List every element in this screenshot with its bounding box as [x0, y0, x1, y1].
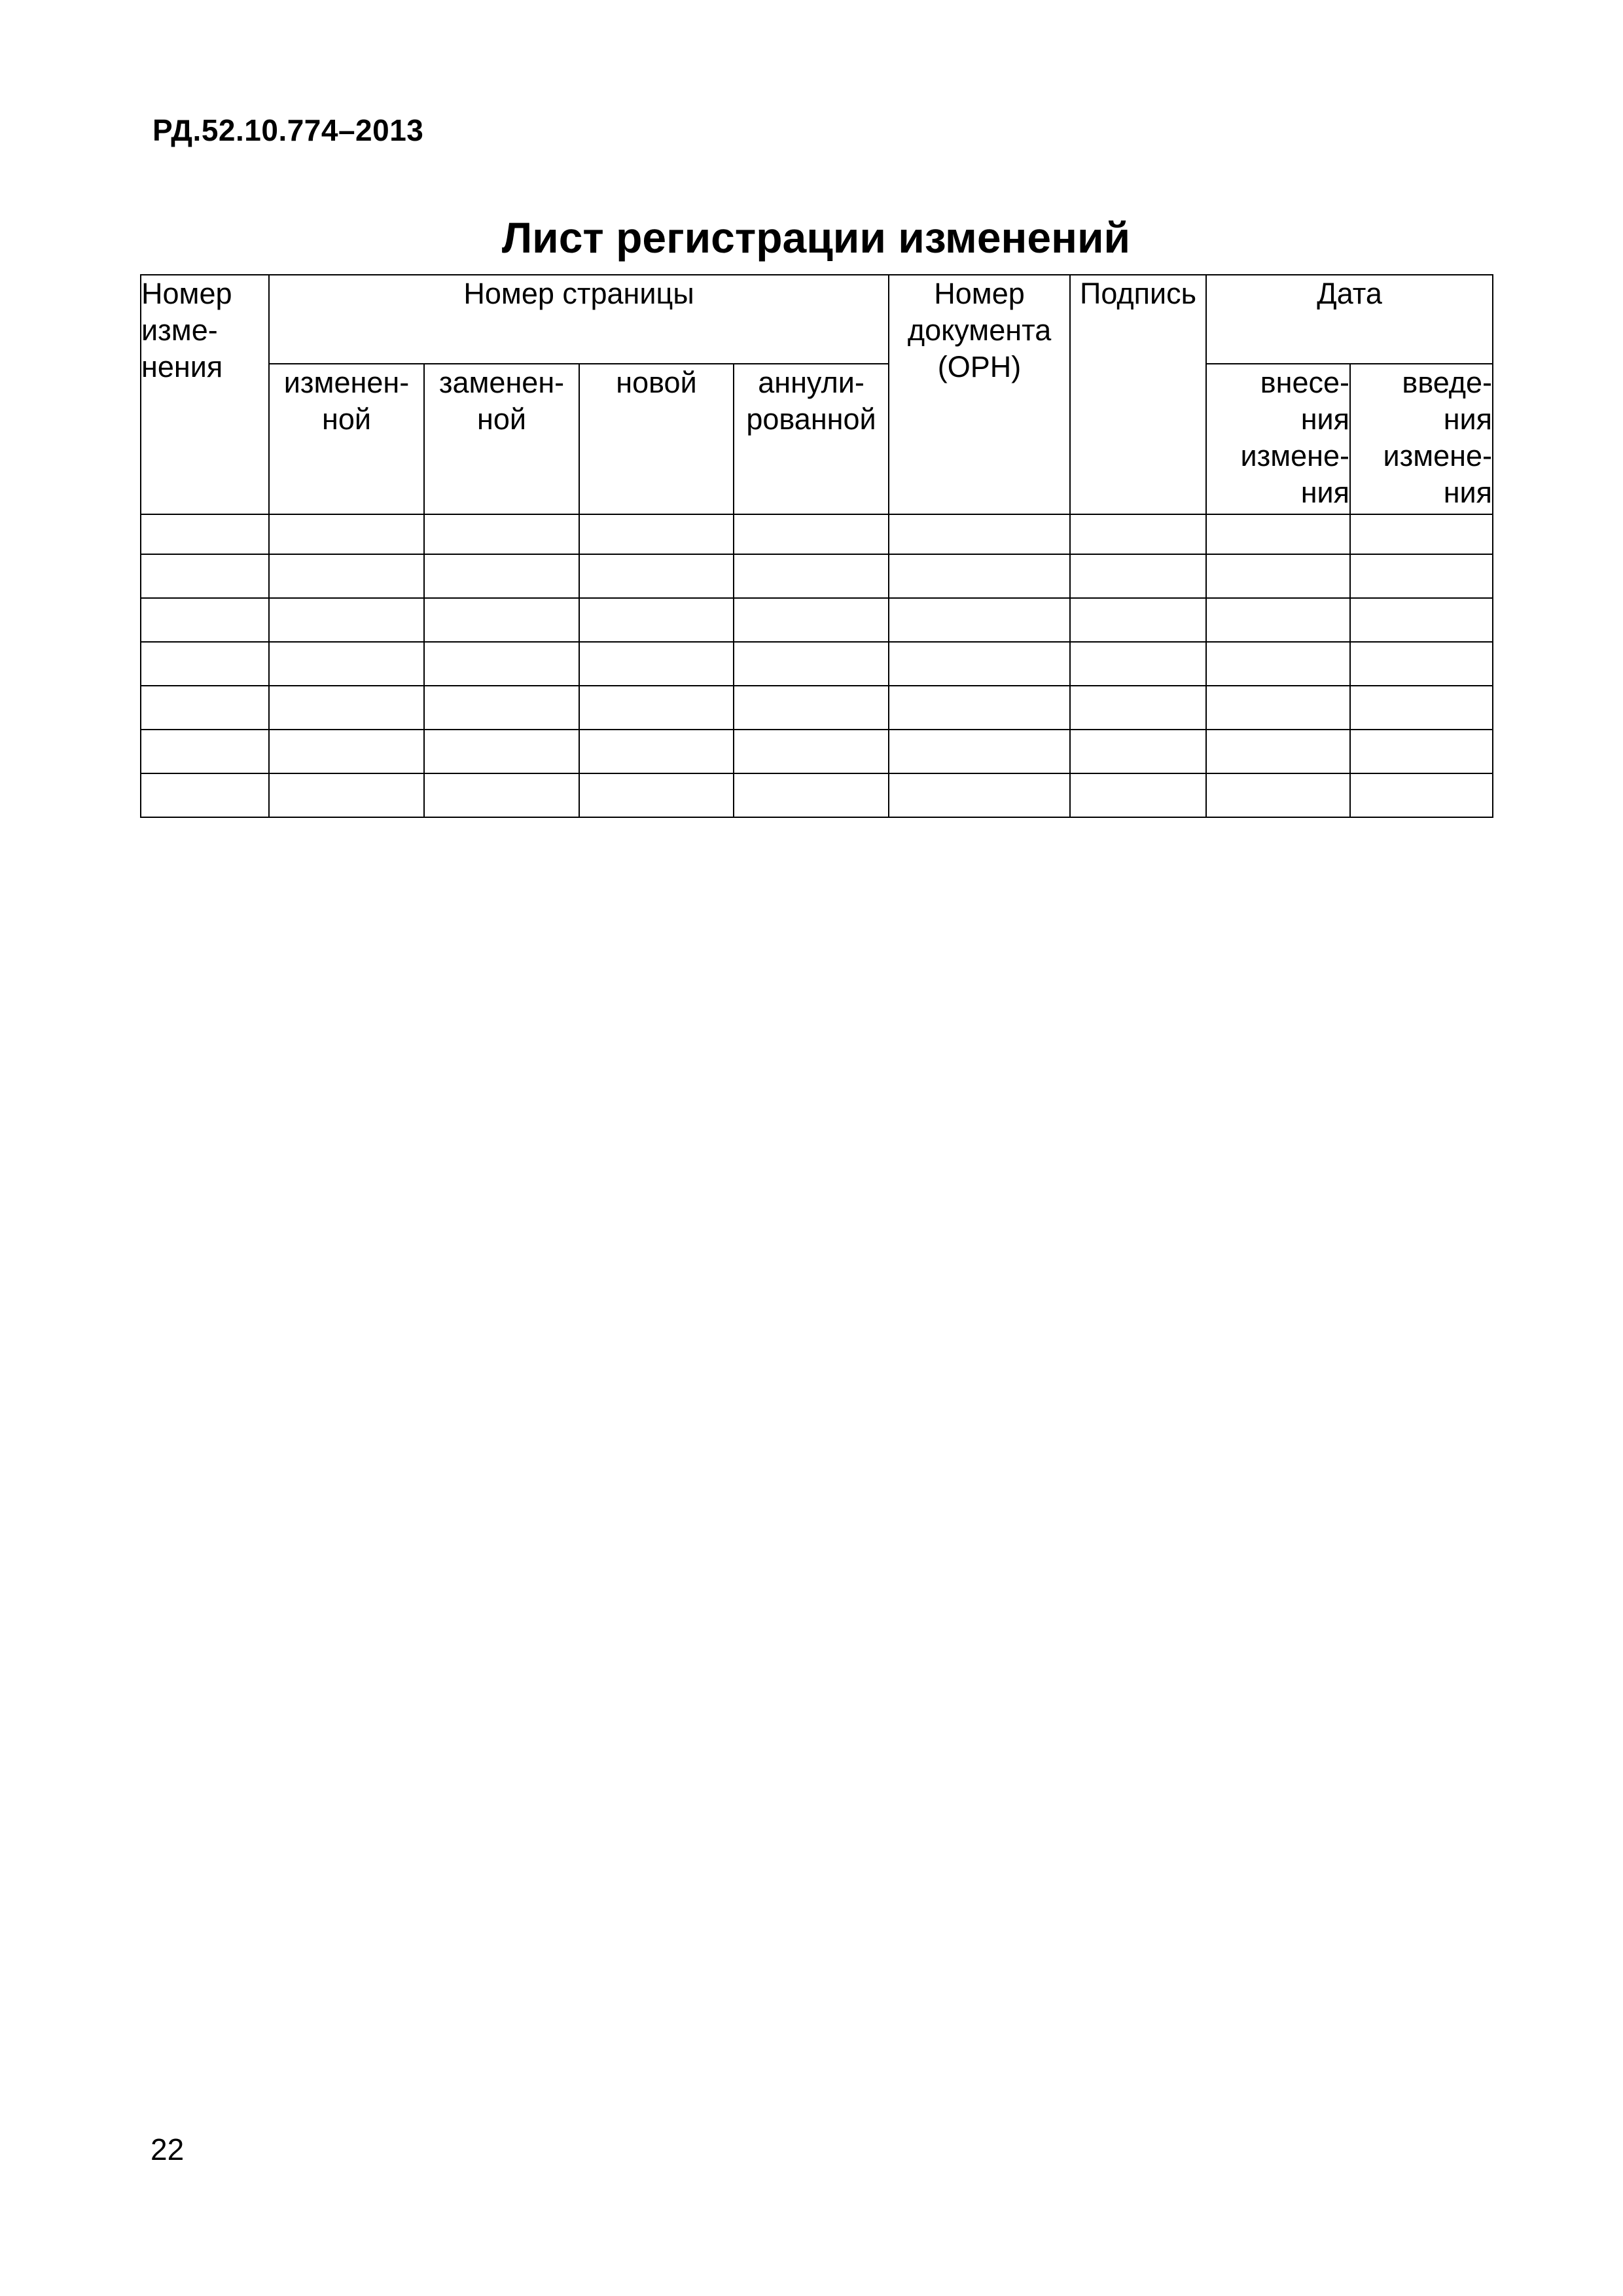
table-row — [141, 554, 1493, 598]
table-cell — [889, 642, 1070, 686]
table-cell — [579, 554, 734, 598]
table-row — [141, 686, 1493, 730]
table-cell — [1070, 514, 1206, 554]
header-date-introduction: введе- ния измене- ния — [1350, 364, 1493, 514]
table-cell — [1350, 598, 1493, 642]
table-cell — [579, 730, 734, 773]
table-cell — [1206, 773, 1350, 817]
table-cell — [1206, 730, 1350, 773]
table-cell — [1206, 598, 1350, 642]
table-cell — [269, 730, 424, 773]
table-cell — [1070, 686, 1206, 730]
table-cell — [1206, 514, 1350, 554]
header-date-entry: внесе- ния измене- ния — [1206, 364, 1350, 514]
table-cell — [269, 514, 424, 554]
table-cell — [889, 598, 1070, 642]
change-registration-table — [140, 274, 1493, 818]
table-cell — [734, 598, 889, 642]
table-cell — [579, 773, 734, 817]
table-cell — [424, 730, 579, 773]
table-row — [141, 514, 1493, 554]
table-cell — [1350, 773, 1493, 817]
table-cell — [889, 686, 1070, 730]
table-cell — [1070, 642, 1206, 686]
table-cell — [424, 642, 579, 686]
table-row — [141, 730, 1493, 773]
table-cell — [424, 598, 579, 642]
table-body — [141, 514, 1493, 817]
table-cell — [1070, 554, 1206, 598]
sheet-title: Лист регистрации изменений — [501, 213, 1131, 262]
table-cell — [141, 598, 269, 642]
table-cell — [1206, 642, 1350, 686]
table-cell — [579, 642, 734, 686]
header-row-1 — [141, 275, 1493, 364]
header-page-replaced: заменен- ной — [424, 364, 579, 514]
table-cell — [1070, 730, 1206, 773]
table-cell — [579, 514, 734, 554]
table-cell — [1350, 554, 1493, 598]
table-cell — [579, 598, 734, 642]
header-page-new: новой — [579, 364, 734, 514]
header-date: Дата — [1206, 275, 1493, 364]
header-page-changed: изменен- ной — [269, 364, 424, 514]
header-change-number: Номер изме- нения — [141, 275, 269, 514]
table-cell — [424, 686, 579, 730]
table-cell — [269, 598, 424, 642]
table-cell — [1350, 686, 1493, 730]
table-cell — [424, 514, 579, 554]
table-cell — [889, 514, 1070, 554]
table-cell — [269, 686, 424, 730]
header-row-2 — [141, 364, 1493, 514]
table-cell — [734, 514, 889, 554]
table-cell — [1350, 730, 1493, 773]
document-code: РД.52.10.774–2013 — [152, 113, 424, 147]
table-cell — [269, 642, 424, 686]
table-cell — [889, 554, 1070, 598]
table-cell — [1350, 642, 1493, 686]
page-number: 22 — [151, 2132, 185, 2166]
table-cell — [1206, 686, 1350, 730]
table-cell — [141, 730, 269, 773]
table-cell — [734, 642, 889, 686]
header-signature: Подпись — [1070, 275, 1206, 514]
table-cell — [424, 554, 579, 598]
table-cell — [734, 554, 889, 598]
table-cell — [1206, 554, 1350, 598]
table-cell — [269, 554, 424, 598]
header-page-annulled: аннули- рованной — [734, 364, 889, 514]
table-cell — [579, 686, 734, 730]
table-row — [141, 598, 1493, 642]
header-document-number: Номер документа (ОРН) — [889, 275, 1070, 514]
table-row — [141, 642, 1493, 686]
table-cell — [734, 686, 889, 730]
header-page-number: Номер страницы — [269, 275, 889, 364]
table-cell — [889, 730, 1070, 773]
table-cell — [269, 773, 424, 817]
table-cell — [734, 773, 889, 817]
table-cell — [424, 773, 579, 817]
table-cell — [141, 773, 269, 817]
table-cell — [141, 514, 269, 554]
table-cell — [889, 773, 1070, 817]
table-cell — [734, 730, 889, 773]
table-cell — [1350, 514, 1493, 554]
table-cell — [141, 554, 269, 598]
table-cell — [1070, 598, 1206, 642]
table-cell — [141, 642, 269, 686]
table-cell — [1070, 773, 1206, 817]
table-cell — [141, 686, 269, 730]
table-row — [141, 773, 1493, 817]
